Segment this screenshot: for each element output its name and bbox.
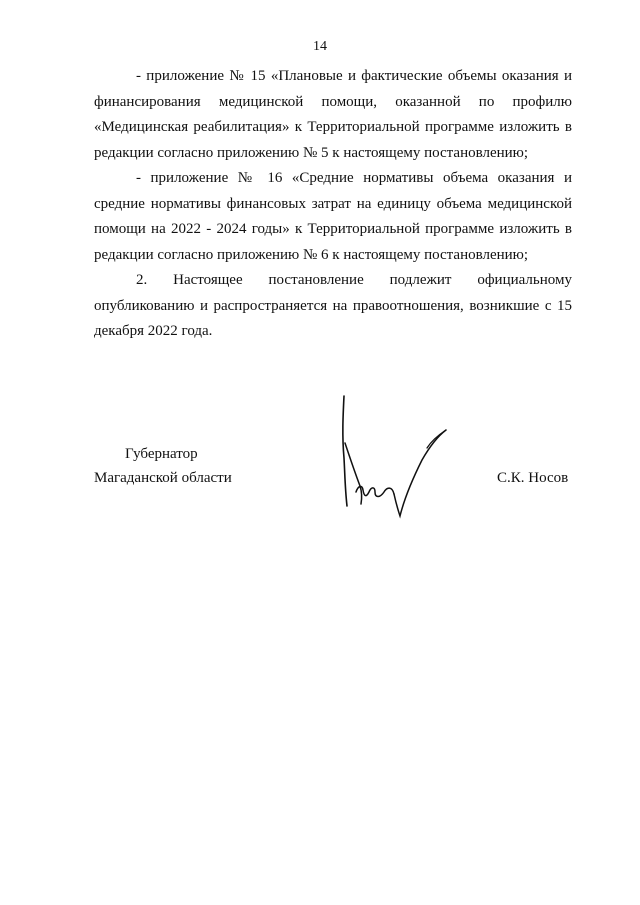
handwritten-signature-icon [332,388,452,523]
paragraph-publication: 2. Настоящее постановление подлежит официальному опубликованию и распространяется на правоотношения, возникшие с 15 декабря 2022 года. [94,272,572,339]
signatory-name: С.К. Носов [497,470,569,486]
paragraph-appendix-15: - приложение № 15 «Плановые и фактические объемы оказания и финансирования медицинской помощи, оказанной по профилю «Медицинская реабилитация» к Территориальной программе изложить в редакции согласно приложению № 5 к настоящему постановлению; [94,68,572,161]
document-body [94,64,572,345]
signatory-position-line1: Губернатор [125,446,198,462]
page-number: 14 [313,39,327,54]
signatory-position [94,442,232,490]
signatory-position-line2: Магаданской области [94,470,232,486]
paragraph-appendix-16: - приложение № 16 «Средние нормативы объема оказания и средние нормативы финансовых затрат на единицу объема медицинской помощи на 2022 - 2024 годы» к Территориальной программе изложить в редакции согласно приложению № 6 к настоящему постановлению; [94,170,572,263]
